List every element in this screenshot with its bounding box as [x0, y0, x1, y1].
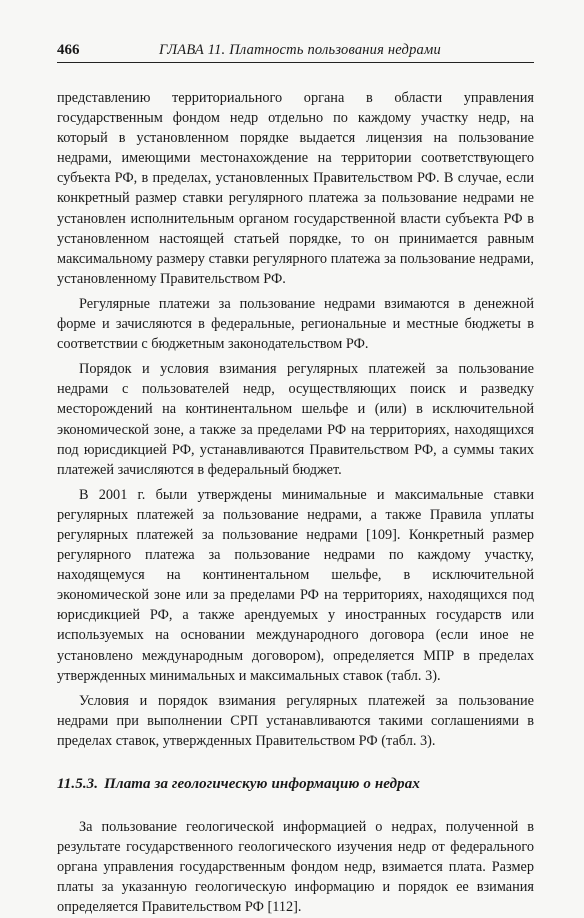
paragraph: За пользование геологической информацией о недрах, полученной в результате государственного геологического изучения недр от федерального органа управления государственным фондом недр, взимается плата. Размер платы за указанную геологическую информацию и порядок ее взимания определяется Правительством РФ [112].: [57, 819, 534, 916]
paragraph-continued: представлению территориального органа в области управления государственным фондом недр отдельно по каждому участку недр, на который в установленном порядке выдается лицензия на пользование недрами, имеющими местонахождение на территории соответствующего субъекта РФ, в пределах, установленных Правительством РФ. В случае, если конкретный размер ставки регулярного платежа за пользование недрами не установлен исполнительным органом государственной власти субъекта РФ в установленном настоящей статьей порядке, то он принимается равным максимальному размеру ставки регулярного платежа за пользование недрами, установленному Правительством РФ.: [57, 90, 534, 287]
page-number: 466: [57, 42, 80, 58]
section-number: 11.5.3.: [57, 776, 99, 792]
page-body: [57, 88, 534, 918]
paragraph: Регулярные платежи за пользование недрами взимаются в денежной форме и зачисляются в федеральные, региональные и местные бюджеты в соответствии с бюджетным законодательством РФ.: [57, 295, 534, 353]
running-title: ГЛАВА 11. Платность пользования недрами: [159, 42, 441, 58]
paragraph: В 2001 г. были утверждены минимальные и максимальные ставки регулярных платежей за пользование недрами, а также Правила уплаты регулярных платежей за пользование недрами [109]. Конкретный размер регулярного платежа за пользование недрами по каждому участку, находящемуся на континентальном шельфе, в исключительной экономической зоне или за пределами РФ на территориях, находящихся под юрисдикцией РФ, а также арендуемых у иностранных государств или используемых на основании международного договора (если иное не установлено международным договором), определяется МПР в пределах утвержденных минимальных и максимальных ставок (табл. 3).: [57, 486, 534, 684]
paragraph: Порядок и условия взимания регулярных платежей за пользование недрами с пользователей недр, осуществляющих поиск и разведку месторождений на континентальном шельфе и (или) в исключительной экономической зоне, а также за пределами РФ на территориях, находящихся под юрисдикцией РФ, устанавливаются Правительством РФ, а суммы таких платежей зачисляются в федеральный бюджет.: [57, 361, 534, 478]
paragraph: Условия и порядок взимания регулярных платежей за пользование недрами при выполнении СРП устанавливаются такими соглашениями в пределах ставок, утвержденных Правительством РФ (табл. 3).: [57, 692, 534, 749]
page-header: [57, 42, 534, 63]
section-title: Плата за геологическую информацию о недрах: [104, 776, 420, 792]
section-heading: [57, 774, 534, 794]
